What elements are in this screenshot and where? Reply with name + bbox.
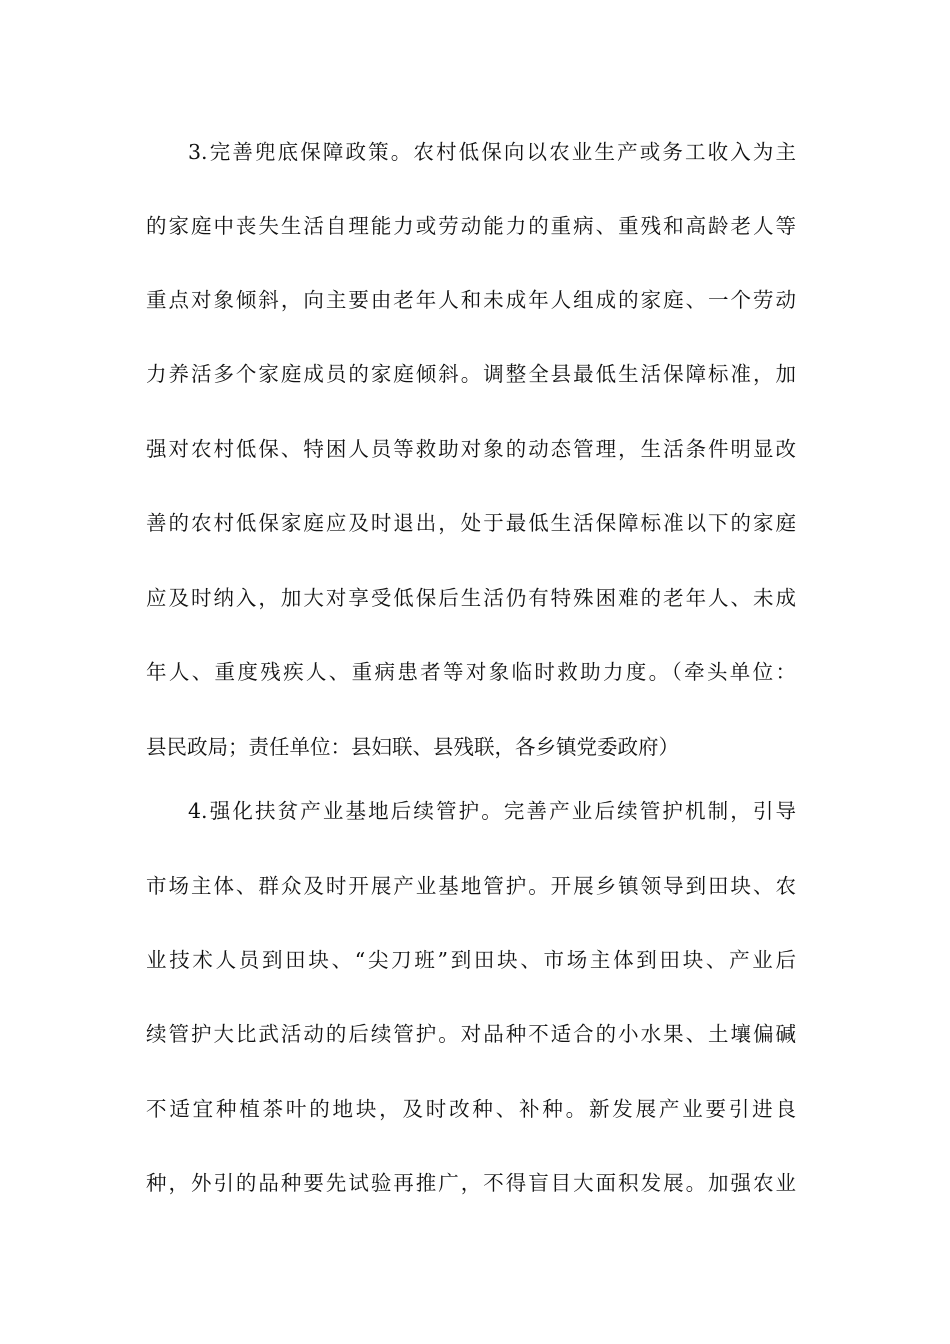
paragraph-4-line-4: 续管护大比武活动的后续管护。对品种不适合的小水果、土壤偏碱 [146, 1022, 796, 1046]
paragraph-4-line-6: 种，外引的品种要先试验再推广，不得盲目大面积发展。加强农业 [146, 1171, 796, 1195]
paragraph-3-line-7: 应及时纳入，加大对享受低保后生活仍有特殊困难的老年人、未成 [146, 586, 796, 610]
paragraph-4-line-2: 市场主体、群众及时开展产业基地管护。开展乡镇领导到田块、农 [146, 874, 796, 898]
paragraph-4-line-3: 业技术人员到田块、“尖刀班”到田块、市场主体到田块、产业后 [146, 948, 796, 972]
paragraph-3-line-9: 县民政局；责任单位：县妇联、县残联，各乡镇党委政府） [146, 735, 679, 759]
paragraph-3-line-2: 的家庭中丧失生活自理能力或劳动能力的重病、重残和高龄老人等 [146, 214, 796, 238]
paragraph-3-line-8: 年人、重度残疾人、重病患者等对象临时救助力度。（牵头单位： [146, 660, 796, 684]
paragraph-4-line-5: 不适宜种植茶叶的地块，及时改种、补种。新发展产业要引进良 [146, 1097, 796, 1121]
paragraph-3-line-4: 力养活多个家庭成员的家庭倾斜。调整全县最低生活保障标准，加 [146, 362, 796, 386]
paragraph-3-line-1: 3.完善兜底保障政策。农村低保向以农业生产或务工收入为主 [188, 140, 796, 164]
paragraph-4-line-1: 4.强化扶贫产业基地后续管护。完善产业后续管护机制，引导 [188, 799, 796, 823]
paragraph-3-line-3: 重点对象倾斜，向主要由老年人和未成年人组成的家庭、一个劳动 [146, 288, 796, 312]
paragraph-3-line-5: 强对农村低保、特困人员等救助对象的动态管理，生活条件明显改 [146, 437, 796, 461]
paragraph-3-line-6: 善的农村低保家庭应及时退出，处于最低生活保障标准以下的家庭 [146, 511, 796, 535]
